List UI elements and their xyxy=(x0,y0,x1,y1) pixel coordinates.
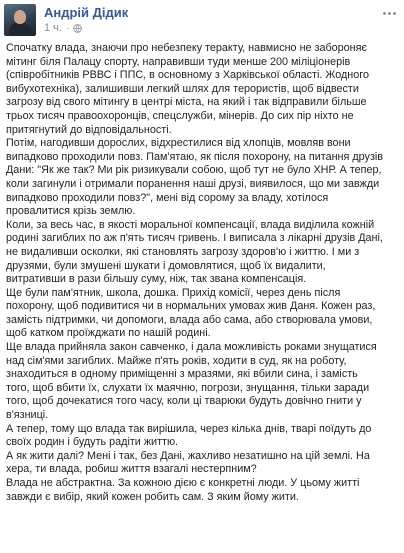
post-paragraph: Ще влада прийняла закон савченко, і дала можливість роками знущатися над сім'ями загиблих. Майже п'ять років, ходити в суд, як на роботу, знаходиться в одному приміщенні з мразями, які вбили сина, і замість того, щоб вбити їх, слухати їх маячню, погрози, знущання, тільки заради того, щоб дочекатися того часу, коли ці тварюки будуть довічно гнити у в'язниці. xyxy=(6,341,377,422)
post-paragraph: Ще були пам'ятник, школа, дошка. Прихід комісії, через день після похорону, щоб подивитися чи в нормальних умовах жив Даня. Кожен раз, замість підтримки, чи допомоги, влада або сама, або створювала умови, щоб катком проїжджати по нашій родині. xyxy=(6,286,376,340)
post-paragraph: Спочатку влада, знаючи про небезпеку теракту, навмисно не забороняє мітинг біля Палацу спорту, направивши туди менше 200 міліціонерів (співробітників РВВС і ППС, в основному з Харківської області. Жодного вибухотехніка), залишивши легкий шлях для терористів, щоб відвести загрозу від свого мітингу в центрі міста, на який і так відправили більше трьох тисяч правоохоронців, спецслужби, мінерів. До сих пір ніхто не притягнутий до відповідальності. xyxy=(6,42,369,136)
globe-icon[interactable] xyxy=(73,24,82,33)
avatar[interactable] xyxy=(4,4,36,36)
avatar-face xyxy=(14,10,26,24)
post-header xyxy=(4,4,400,40)
more-dot xyxy=(388,12,391,15)
post-paragraph: А тепер, тому що влада так вирішила, через кілька днів, тварі поїдуть до своїх родин і будуть радіти життю. xyxy=(6,422,372,449)
post-paragraph: А як жити далі? Мені і так, без Дані, жахливо незатишно на цій землі. На хера, ти влада, робиш життя взагалі нестерпним? xyxy=(6,449,370,476)
post-time[interactable]: 1 ч. xyxy=(44,22,62,34)
more-options-icon[interactable] xyxy=(380,6,398,20)
more-dot xyxy=(383,12,386,15)
author-name[interactable]: Андрій Дідик xyxy=(44,5,129,20)
post-paragraph: Потім, нагодивши дорослих, відхрестилися від хлопців, мовляв вони випадково проходили повз. Пам'ятаю, як після похорону, на питання друзів Дани: "Як же так? Ми рік ризикували собою, щоб тут не було ХНР. А тепер, коли загинули і отримали поранення наші друзі, виявилося, що ми завжди випадково проходили повз?", мені від сорому за владу, хотілося провалитися крізь землю. xyxy=(6,137,384,218)
meta-separator: · xyxy=(65,22,70,34)
post-paragraph: Коли, за весь час, в якості моральної компенсації, влада виділила кожній родині загиблих по аж п'ять тисяч гривень. І виписала з лікарні друзів Дані, не видаливши осколки, які становлять загрозу здоров'ю і життю. І ми з друзями, були змушені шукати і домовлятися, щоб їх видалити, витративши в рази більшу суму, ніж, так звана компенсація. xyxy=(6,218,383,286)
more-dot xyxy=(393,12,396,15)
post-meta xyxy=(44,22,82,34)
post-body xyxy=(6,42,400,504)
post-paragraph: Влада не абстрактна. За кожною дією є конкретні люди. У цьому житті завжди є вибір, який кожен робить сам. З яким йому жити. xyxy=(6,477,360,503)
avatar-body xyxy=(9,23,31,36)
